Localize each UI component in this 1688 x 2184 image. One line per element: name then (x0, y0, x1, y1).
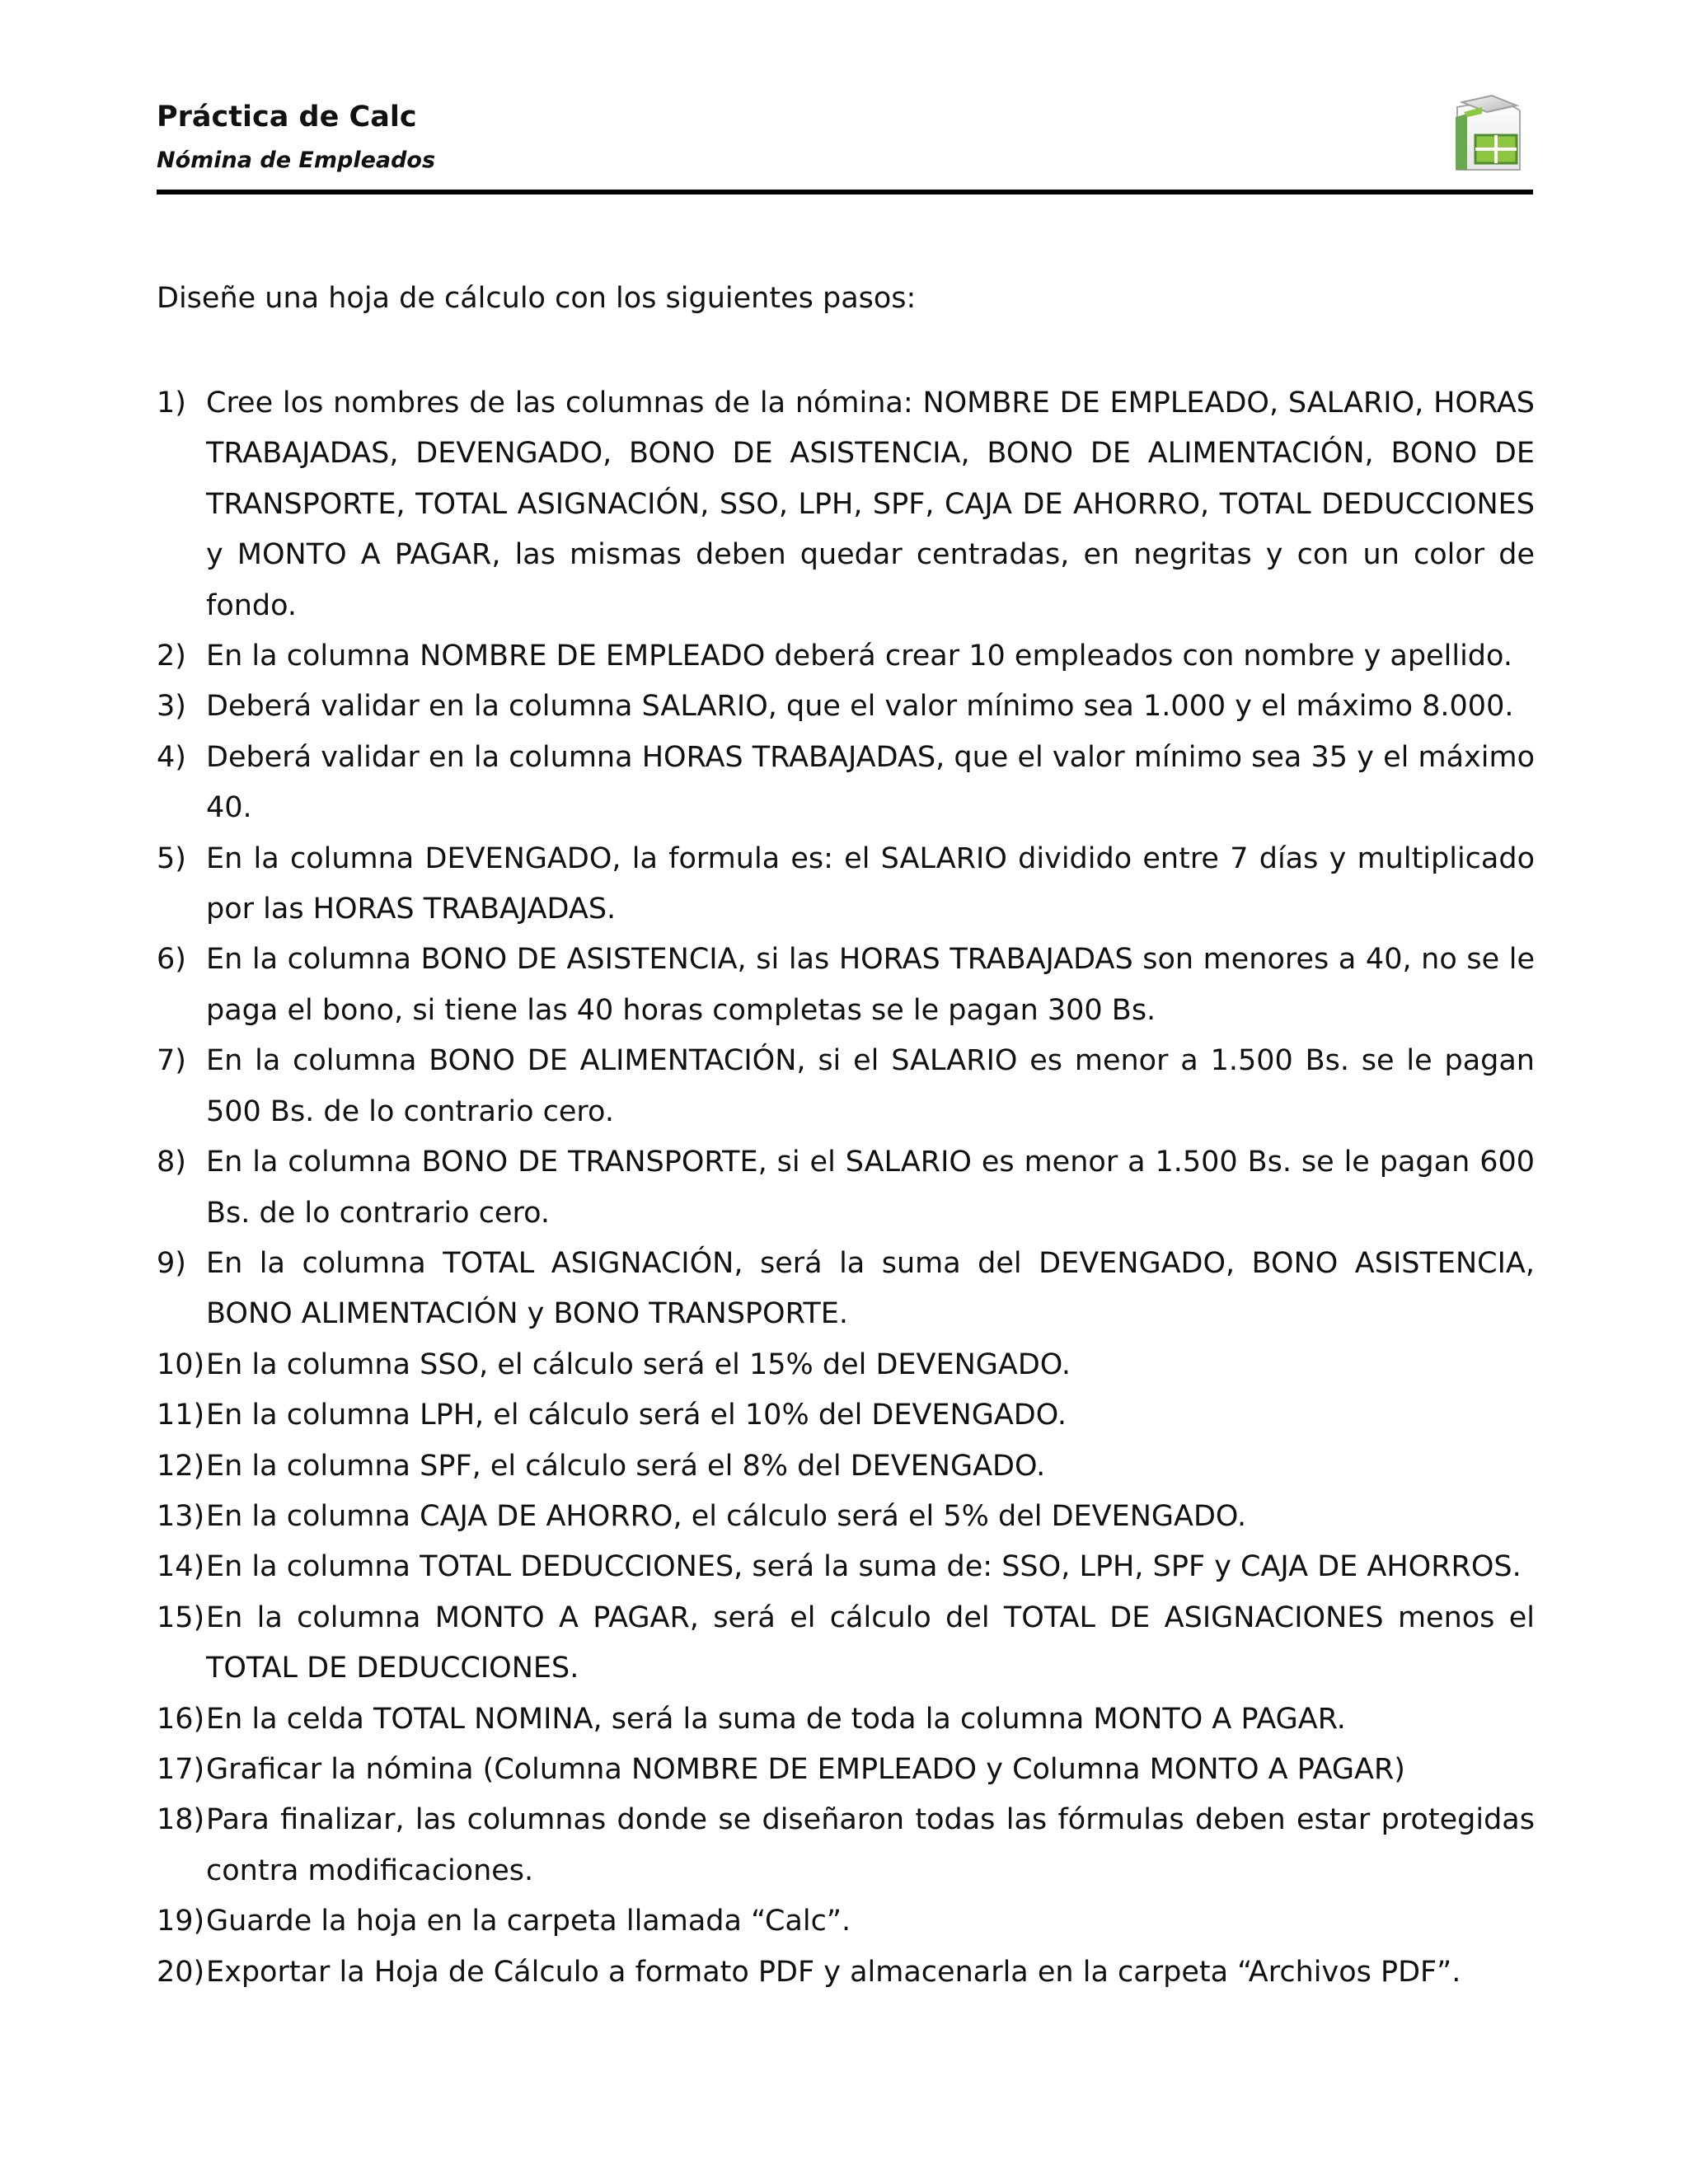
step-text: En la celda TOTAL NOMINA, será la suma de toda la columna MONTO A PAGAR. (206, 1702, 1346, 1736)
list-item (157, 1795, 1535, 1896)
step-text: En la columna MONTO A PAGAR, será el cálculo del TOTAL DE ASIGNACIONES menos el TOTAL DE DEDUCCIONES. (206, 1601, 1535, 1685)
step-number: 9) (157, 1246, 186, 1280)
page-header (157, 92, 1533, 195)
list-item (157, 733, 1535, 834)
intro-paragraph: Diseñe una hoja de cálculo con los siguientes pasos: (157, 282, 917, 315)
list-item (157, 834, 1535, 935)
step-text: En la columna DEVENGADO, la formula es: el SALARIO dividido entre 7 días y multiplicado por las HORAS TRABAJADAS. (206, 841, 1535, 926)
step-number: 10) (157, 1347, 205, 1381)
list-item (157, 1542, 1535, 1592)
list-item (157, 631, 1535, 682)
step-text: En la columna NOMBRE DE EMPLEADO deberá crear 10 empleados con nombre y apellido. (206, 640, 1512, 673)
step-number: 12) (157, 1449, 205, 1483)
step-number: 8) (157, 1146, 186, 1179)
list-item (157, 1593, 1535, 1694)
list-item (157, 682, 1535, 732)
step-number: 16) (157, 1702, 205, 1736)
step-number: 17) (157, 1752, 205, 1786)
step-text: Deberá validar en la columna HORAS TRABAJADAS, que el valor mínimo sea 35 y el máximo 40. (206, 740, 1535, 825)
list-item (157, 378, 1535, 631)
step-number: 18) (157, 1803, 205, 1837)
step-text: En la columna BONO DE TRANSPORTE, si el SALARIO es menor a 1.500 Bs. se le pagan 600 Bs. de lo contrario cero. (206, 1146, 1535, 1230)
step-text: En la columna BONO DE ALIMENTACIÓN, si el SALARIO es menor a 1.500 Bs. se le pagan 500 Bs. de lo contrario cero. (206, 1044, 1535, 1128)
step-number: 14) (157, 1550, 205, 1584)
step-text: En la columna SSO, el cálculo será el 15% del DEVENGADO. (206, 1347, 1071, 1381)
list-item (157, 1492, 1535, 1542)
document-title: Práctica de Calc (157, 101, 417, 134)
step-text: Graficar la nómina (Columna NOMBRE DE EMPLEADO y Columna MONTO A PAGAR) (206, 1752, 1405, 1786)
document-subtitle: Nómina de Empleados (157, 148, 436, 173)
step-number: 3) (157, 690, 186, 724)
list-item (157, 1036, 1535, 1137)
step-text: En la columna SPF, el cálculo será el 8% del DEVENGADO. (206, 1449, 1046, 1483)
list-item (157, 935, 1535, 1036)
step-number: 11) (157, 1399, 205, 1432)
step-number: 1) (157, 387, 186, 419)
step-number: 7) (157, 1044, 186, 1078)
header-divider (157, 190, 1533, 194)
step-text: Deberá validar en la columna SALARIO, que el valor mínimo sea 1.000 y el máximo 8.000. (206, 690, 1514, 724)
step-number: 5) (157, 841, 186, 875)
step-text: En la columna LPH, el cálculo será el 10% del DEVENGADO. (206, 1399, 1067, 1432)
step-number: 15) (157, 1601, 205, 1634)
step-text: En la columna BONO DE ASISTENCIA, si las HORAS TRABAJADAS son menores a 40, no se le paga el bono, si tiene las 40 horas completas se le pagan 300 Bs. (206, 943, 1535, 1027)
step-text: Para finalizar, las columnas donde se diseñaron todas las fórmulas deben estar protegidas contra modificaciones. (206, 1803, 1535, 1887)
instruction-list (157, 378, 1535, 1998)
list-item (157, 1896, 1535, 1947)
list-item (157, 1745, 1535, 1795)
step-text: En la columna CAJA DE AHORRO, el cálculo será el 5% del DEVENGADO. (206, 1499, 1247, 1533)
list-item (157, 1694, 1535, 1745)
list-item (157, 1137, 1535, 1239)
step-text: Guarde la hoja en la carpeta llamada “Calc”. (206, 1905, 851, 1938)
list-item (157, 1441, 1535, 1492)
step-number: 2) (157, 640, 186, 673)
step-number: 6) (157, 943, 186, 977)
spreadsheet-calc-icon (1451, 92, 1526, 175)
step-number: 4) (157, 740, 186, 774)
step-text: Cree los nombres de las columnas de la nómina: NOMBRE DE EMPLEADO, SALARIO, HORAS TRABAJADAS, DEVENGADO, BONO DE ASISTENCIA, BONO DE ALIMENTACIÓN, BONO DE TRANSPORTE, TOTAL ASIGNACIÓN, SSO, LPH, SPF, CAJA DE AHORRO, TOTAL DEDUCCIONES y MONTO A PAGAR, las mismas deben quedar centradas, en negritas y con un color de fondo. (206, 387, 1535, 622)
list-item (157, 1390, 1535, 1441)
step-text: En la columna TOTAL ASIGNACIÓN, será la suma del DEVENGADO, BONO ASISTENCIA, BONO ALIMENTACIÓN y BONO TRANSPORTE. (206, 1246, 1535, 1331)
list-item (157, 1947, 1535, 1998)
step-text: En la columna TOTAL DEDUCCIONES, será la suma de: SSO, LPH, SPF y CAJA DE AHORROS. (206, 1550, 1522, 1584)
step-number: 13) (157, 1499, 205, 1533)
step-number: 20) (157, 1955, 205, 1989)
step-number: 19) (157, 1905, 205, 1938)
step-text: Exportar la Hoja de Cálculo a formato PDF y almacenarla en la carpeta “Archivos PDF”. (206, 1955, 1461, 1989)
list-item (157, 1239, 1535, 1340)
list-item (157, 1340, 1535, 1390)
